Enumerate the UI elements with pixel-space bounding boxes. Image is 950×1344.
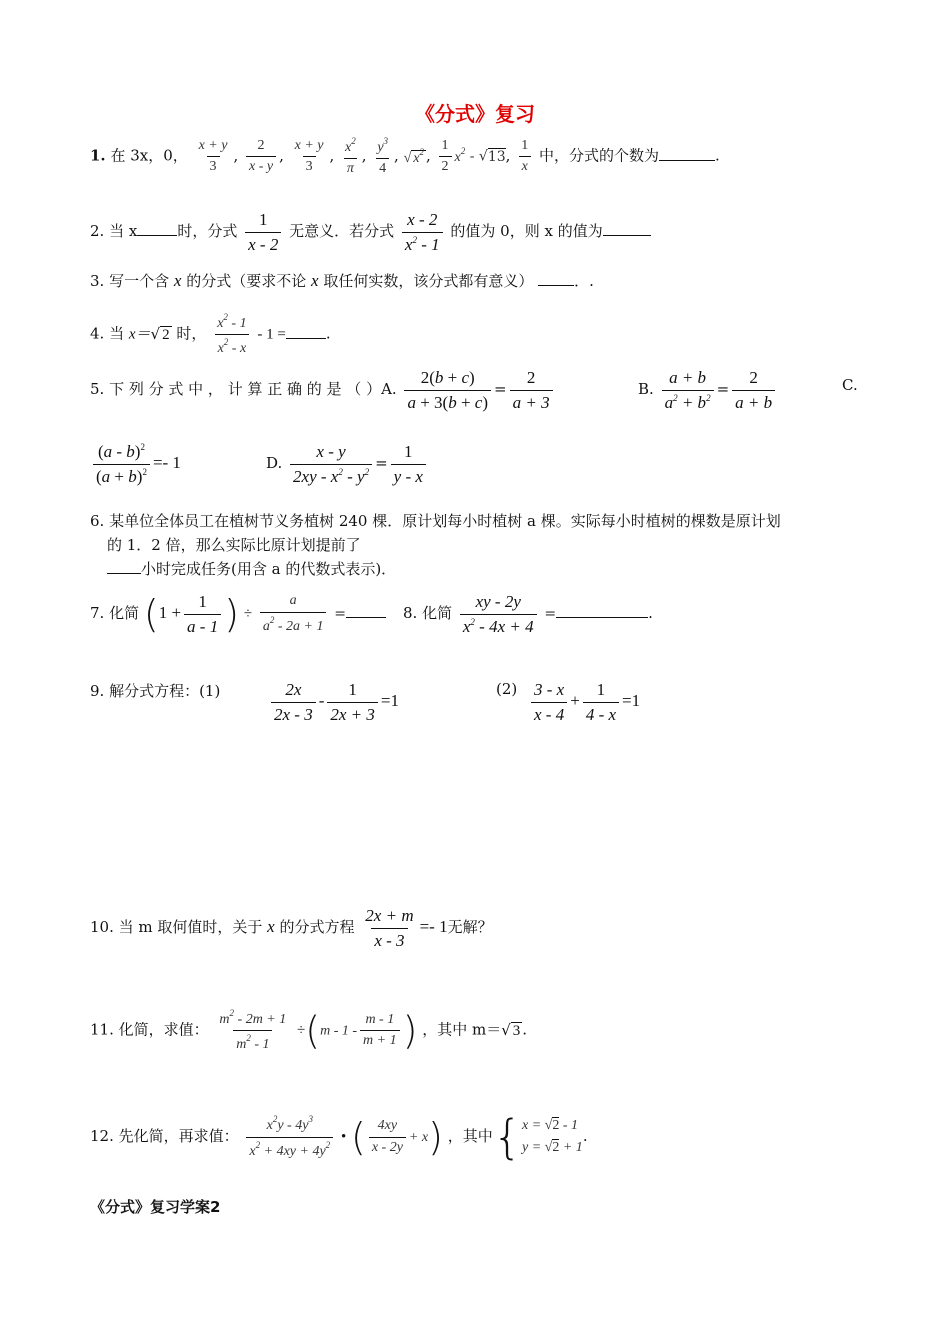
question-7: 7. 化简 (1 + $\frac{1}{a - 1}$ ) ÷ $\frac{a}{a^2 - 2a + 1}$ = <box>90 592 386 636</box>
fraction: $\frac{1}{2}$ <box>439 138 452 175</box>
question-9: 9. 解分式方程：(1) <box>90 682 221 700</box>
option-b-rhs: $\frac{2}{a + b}$ <box>732 368 775 412</box>
fraction: $\frac{a}{a^2 - 2a + 1}$ <box>260 593 327 634</box>
option-a-rhs: $\frac{2}{a + 3}$ <box>510 368 553 412</box>
question-5: 5. 下 列 分 式 中 ， 计 算 正 确 的 是 （ ）A. $\frac{2(b + c)}{a + 3(b + c)}$ = $\frac{2}{a + 3}$ <box>90 368 556 412</box>
option-d-rhs: $\frac{1}{y - x}$ <box>391 442 426 486</box>
question-5-option-d: D. $\frac{x - y}{2xy - x^2 - y^2}$ = $\frac{1}{y - x}$ <box>266 442 429 486</box>
question-9-equation-1: $\frac{2x}{2x - 3}$ - $\frac{1}{2x + 3}$ =1 <box>268 680 399 724</box>
question-8: 8. 化简 $\frac{xy - 2y}{x^2 - 4x + 4}$ = . <box>403 592 653 636</box>
answer-blank <box>603 235 651 236</box>
sqrt: √ 3 <box>501 1021 521 1040</box>
question-5-option-c-label: C. <box>842 376 858 394</box>
question-3: 3. 写一个含 x 的分式（要求不论 x 取任何实数，该分式都有意义） ．. <box>90 271 594 290</box>
fraction: $\frac{x^2 - 1}{x^2 - x}$ <box>214 312 249 357</box>
fraction: $\frac{xy - 2y}{x^2 - 4x + 4}$ <box>460 592 537 636</box>
page-title: 《分式》复习 <box>415 102 535 126</box>
answer-blank <box>286 338 326 339</box>
fraction: $\frac{x + y}{3}$ <box>198 138 228 175</box>
fraction: $\frac{x^2y - 4y^3}{x^2 + 4xy + 4y^2}$ <box>246 1114 333 1159</box>
fraction: $\frac{x + y}{3}$ <box>294 138 324 175</box>
answer-blank <box>346 617 386 618</box>
fraction: $\frac{1}{a - 1}$ <box>184 592 221 636</box>
option-a-lhs: $\frac{2(b + c)}{a + 3(b + c)}$ <box>404 368 491 412</box>
fraction: $\frac{1}{x - 2}$ <box>245 210 281 254</box>
fraction: $\frac{2x}{2x - 3}$ <box>271 680 316 724</box>
fraction: $\frac{4xy}{x - 2y}$ <box>369 1118 406 1155</box>
question-9-part-2-label: (2) <box>496 680 518 698</box>
fraction: $\frac{2x + m}{x - 3}$ <box>365 906 414 950</box>
option-b-lhs: $\frac{a + b}{a^2 + b^2}$ <box>662 368 714 412</box>
question-2: 2. 当 x 时，分式 $\frac{1}{x - 2}$ 无意义．若分式 $\frac{x - 2}{x^2 - 1}$ 的值为 0，则 x 的值为 <box>90 210 651 254</box>
question-9-equation-2: $\frac{3 - x}{x - 4}$ + $\frac{1}{4 - x}$ =1 <box>528 680 640 724</box>
question-10: 10. 当 m 取何值时，关于 x 的分式方程 $\frac{2x + m}{x - 3}$ =- 1无解？ <box>90 906 493 950</box>
question-number: 1. <box>90 146 106 165</box>
question-12: 12. 先化简，再求值： $\frac{x^2y - 4y^3}{x^2 + 4xy + 4y^2}$ • ( $\frac{4xy}{x - 2y}$ + x) ，其中{ x = √2 - 1 y = √2 + 1 . <box>90 1110 588 1164</box>
answer-blank <box>556 617 648 618</box>
answer-blank <box>137 235 177 236</box>
sqrt: √ $x^2$ <box>403 146 424 166</box>
fraction: $\frac{x^2}{\pi}$ <box>345 136 356 177</box>
question-5-option-b: B. $\frac{a + b}{a^2 + b^2}$ = $\frac{2}{a + b}$ <box>638 368 778 412</box>
fraction: $\frac{y^3}{4}$ <box>377 136 389 177</box>
question-6-line-1: 6. 某单位全体员工在植树节义务植树 240 棵．原计划每小时植树 a 棵。实际每小时植树的棵数是原计划 <box>90 512 781 530</box>
fraction: $\frac{1}{x}$ <box>518 138 531 175</box>
question-1-text: 在 3x，0， <box>110 146 188 165</box>
fraction: $\frac{m^2 - 2m + 1}{m^2 - 1}$ <box>219 1008 287 1053</box>
question-6-line-2: 的 1．2 倍，那么实际比原计划提前了 <box>107 536 361 554</box>
question-1: 1. 在 3x，0， $\frac{x + y}{3}$ , $\frac{2}{x - y}$ , $\frac{x + y}{3}$ , $\frac{x^2}{\pi}$ , $\frac{y^3}{4}$ , √ $x^2$ , $\frac{1}{2}$ $x^2 - √13$, $\frac{1}{x}$ 中，分式的个数为 . <box>90 136 720 177</box>
fraction: $\frac{m - 1}{m + 1}$ <box>360 1012 400 1049</box>
question-11: 11. 化简，求值： $\frac{m^2 - 2m + 1}{m^2 - 1}$ ÷(m - 1 - $\frac{m - 1}{m + 1}$ ) ，其中 m＝√ 3 . <box>90 1008 528 1053</box>
question-4: 4. 当 x＝√ 2 时， $\frac{x^2 - 1}{x^2 - x}$ - 1 = . <box>90 312 331 357</box>
answer-blank <box>107 573 141 574</box>
section-heading: 《分式》复习学案2 <box>90 1198 221 1216</box>
equation-system: x = √2 - 1 y = √2 + 1 <box>522 1118 583 1155</box>
question-6-line-3: 小时完成任务(用含 a 的代数式表示)． <box>107 558 396 579</box>
fraction: $\frac{2}{x - y}$ <box>246 138 276 175</box>
answer-blank <box>538 285 574 286</box>
option-d-lhs: $\frac{x - y}{2xy - x^2 - y^2}$ <box>290 442 372 486</box>
fraction: $\frac{3 - x}{x - 4}$ <box>531 680 567 724</box>
fraction: $\frac{1}{2x + 3}$ <box>327 680 378 724</box>
answer-blank <box>659 160 715 161</box>
question-5-option-c: $\frac{(a - b)^2}{(a + b)^2}$ =- 1 <box>90 442 181 486</box>
fraction: $\frac{x - 2}{x^2 - 1}$ <box>402 210 443 254</box>
fraction: $\frac{1}{4 - x}$ <box>583 680 619 724</box>
sqrt: √ 2 <box>150 325 170 344</box>
option-c-lhs: $\frac{(a - b)^2}{(a + b)^2}$ <box>93 442 150 486</box>
question-1-text-post: 中，分式的个数为 <box>538 146 659 165</box>
